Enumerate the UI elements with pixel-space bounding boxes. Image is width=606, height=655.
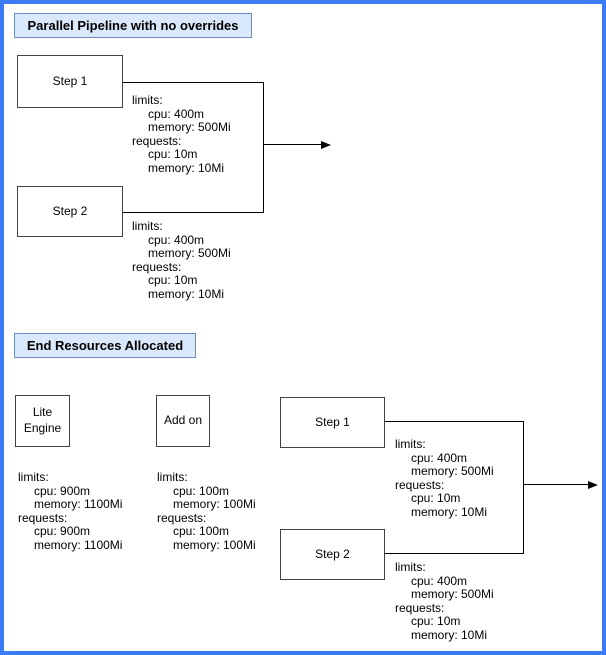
node-lite-engine bbox=[15, 395, 70, 447]
limits-cpu: cpu: 900m bbox=[34, 483, 91, 498]
limits-cpu: cpu: 400m bbox=[148, 106, 205, 121]
node-step2-top bbox=[17, 186, 123, 237]
node-label: Step 1 bbox=[52, 73, 88, 88]
limits-label: limits: bbox=[395, 437, 426, 451]
requests-memory: memory: 10Mi bbox=[411, 627, 488, 642]
section-title-text: Parallel Pipeline with no overrides bbox=[27, 18, 239, 33]
requests-cpu: cpu: 900m bbox=[34, 524, 91, 538]
arrowhead-top-icon bbox=[321, 141, 331, 149]
connector-join-bottom bbox=[523, 421, 524, 554]
resources-step1-top bbox=[132, 94, 231, 175]
requests-cpu: cpu: 100m bbox=[173, 524, 230, 538]
limits-cpu: cpu: 400m bbox=[411, 450, 468, 465]
limits-memory: memory: 500Mi bbox=[411, 587, 494, 601]
node-label: Lite Engine bbox=[23, 405, 62, 435]
requests-label: requests: bbox=[132, 133, 182, 148]
requests-memory: memory: 1100Mi bbox=[34, 537, 123, 552]
node-label: Step 2 bbox=[315, 546, 350, 561]
requests-label: requests: bbox=[132, 259, 182, 274]
limits-label: limits: bbox=[132, 219, 163, 233]
resources-step2-top bbox=[132, 220, 231, 301]
limits-label: limits: bbox=[157, 470, 188, 484]
requests-cpu: cpu: 10m bbox=[411, 491, 461, 505]
node-label: Step 1 bbox=[315, 414, 350, 429]
limits-memory: memory: 1100Mi bbox=[34, 497, 123, 511]
requests-label: requests: bbox=[157, 510, 207, 525]
resources-add-on bbox=[157, 471, 256, 552]
node-label: Step 2 bbox=[52, 203, 88, 218]
section-title-text: End Resources Allocated bbox=[26, 338, 184, 353]
requests-label: requests: bbox=[395, 600, 445, 615]
node-label: Add on bbox=[163, 413, 203, 428]
requests-label: requests: bbox=[18, 510, 68, 525]
resources-step1-bottom bbox=[395, 438, 494, 519]
requests-cpu: cpu: 10m bbox=[148, 273, 198, 287]
limits-cpu: cpu: 100m bbox=[173, 483, 230, 498]
node-step2-bottom bbox=[280, 529, 385, 580]
connector-step1-bottom bbox=[385, 421, 524, 422]
section-title-parallel-pipeline bbox=[14, 13, 252, 38]
requests-memory: memory: 10Mi bbox=[411, 504, 488, 519]
node-add-on bbox=[156, 395, 210, 447]
node-step1-bottom bbox=[280, 397, 385, 448]
connector-step2-top bbox=[123, 212, 264, 213]
requests-cpu: cpu: 10m bbox=[411, 614, 461, 628]
connector-step2-bottom bbox=[385, 553, 524, 554]
limits-label: limits: bbox=[132, 93, 163, 107]
arrow-line-top bbox=[263, 144, 321, 145]
requests-memory: memory: 10Mi bbox=[148, 160, 225, 175]
arrow-line-bottom bbox=[524, 484, 588, 485]
requests-label: requests: bbox=[395, 477, 445, 492]
limits-memory: memory: 500Mi bbox=[411, 464, 494, 478]
limits-memory: memory: 500Mi bbox=[148, 120, 231, 134]
limits-memory: memory: 100Mi bbox=[173, 497, 256, 511]
resources-lite-engine bbox=[18, 471, 122, 552]
requests-memory: memory: 10Mi bbox=[148, 286, 225, 301]
requests-memory: memory: 100Mi bbox=[173, 537, 256, 552]
limits-memory: memory: 500Mi bbox=[148, 246, 231, 260]
limits-cpu: cpu: 400m bbox=[411, 573, 468, 588]
limits-label: limits: bbox=[395, 560, 426, 574]
node-step1-top bbox=[17, 55, 123, 108]
limits-cpu: cpu: 400m bbox=[148, 232, 205, 247]
connector-step1-top bbox=[123, 82, 264, 83]
connector-join-top bbox=[263, 82, 264, 213]
section-title-end-resources bbox=[14, 333, 196, 358]
resources-step2-bottom bbox=[395, 561, 494, 642]
limits-label: limits: bbox=[18, 470, 49, 484]
requests-cpu: cpu: 10m bbox=[148, 147, 198, 161]
arrowhead-bottom-icon bbox=[588, 481, 598, 489]
